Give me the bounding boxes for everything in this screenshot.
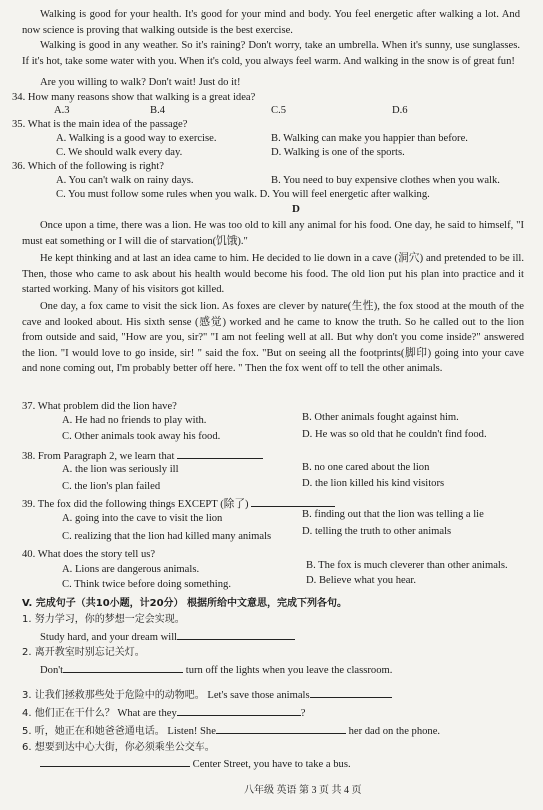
passage-d-heading: D bbox=[292, 203, 300, 215]
q38-answer-blank[interactable] bbox=[177, 448, 263, 459]
q34-option-c[interactable]: C.5 bbox=[271, 105, 287, 116]
q39-option-a[interactable]: A. going into the cave to visit the lion bbox=[62, 513, 223, 524]
q37-option-a[interactable]: A. He had no friends to play with. bbox=[62, 415, 207, 426]
q39-answer-blank[interactable] bbox=[251, 496, 335, 507]
translation-2-prompt: 2. 离开教室时别忘记关灯。 bbox=[22, 647, 145, 658]
passage-d-paragraph-1: Once upon a time, there was a lion. He was too old to kill any animal for his food. One day, he said to himself, "I must eat something or I will die of starvation(饥饿)." bbox=[22, 220, 524, 247]
q40-option-b[interactable]: B. The fox is much cleverer than other animals. bbox=[306, 560, 508, 571]
question-38 bbox=[22, 448, 263, 463]
q35-option-c[interactable]: C. We should walk every day. bbox=[56, 147, 183, 158]
translation-3-line bbox=[22, 687, 392, 702]
translation-1-blank[interactable] bbox=[177, 629, 295, 640]
question-36: 36. Which of the following is right? bbox=[12, 161, 164, 172]
translation-1-prompt: 1. 努力学习，你的梦想一定会实现。 bbox=[22, 614, 185, 625]
translation-6-text: Center Street, you have to take a bus. bbox=[190, 759, 351, 770]
q40-option-a[interactable]: A. Lions are dangerous animals. bbox=[62, 564, 200, 575]
q36-option-c[interactable]: C. You must follow some rules when you walk. D. You will feel energetic after walking. bbox=[56, 189, 430, 200]
translation-5-text-b: her dad on the phone. bbox=[345, 726, 441, 737]
q36-option-b[interactable]: B. You need to buy expensive clothes when you walk. bbox=[271, 175, 500, 186]
translation-5-text-a: Listen! She bbox=[164, 726, 216, 737]
q35-option-a[interactable]: A. Walking is a good way to exercise. bbox=[56, 133, 217, 144]
translation-6-prompt: 6. 想要到达中心大街，你必须乘坐公交车。 bbox=[22, 742, 215, 753]
translation-6-blank[interactable] bbox=[40, 756, 190, 767]
translation-2-blank[interactable] bbox=[63, 662, 183, 673]
page-footer: 八年级 英语 第 3 页 共 4 页 bbox=[244, 785, 362, 796]
translation-6-line bbox=[40, 756, 351, 771]
q38-option-c[interactable]: C. the lion's plan failed bbox=[62, 481, 161, 492]
passage-d-paragraph-3: One day, a fox came to visit the sick lion. As foxes are clever by nature(生性), the fox stood at the mouth of the cave and looked about. His sixth sense (感觉) worked and he came to know the truth. So he called out to the lion from outside and said, "How are you, sir?" "I am not feeling well at all. But why don't you come inside?" answered the lion. "I would love to go inside, sir! " said the fox. "But on seeing all the footprints(脚印) going into your cave and none coming out, I'm probably better off here. " Then the fox went off to tell the other animals. bbox=[22, 301, 524, 374]
q37-option-b[interactable]: B. Other animals fought against him. bbox=[302, 412, 459, 423]
q38-option-a[interactable]: A. the lion was seriously ill bbox=[62, 464, 179, 475]
translation-5-prompt: 5. 听，她正在和她爸爸通电话。 bbox=[22, 726, 165, 737]
question-37: 37. What problem did the lion have? bbox=[22, 401, 177, 412]
translation-4-prompt: 4. 他们正在干什么？ bbox=[22, 708, 115, 719]
passage-d-paragraph-2: He kept thinking and at last an idea came to him. He decided to lie down in a cave (洞穴) and pretended to be ill. Then, those who came to ask about his health would become his food. The old lion put his plan into practice and it started working. Many of his visitors got killed. bbox=[22, 253, 524, 295]
translation-5-line bbox=[22, 723, 440, 738]
q35-option-d[interactable]: D. Walking is one of the sports. bbox=[271, 147, 405, 158]
section-translation-heading: V. 完成句子（共10小题，计20分） 根据所给中文意思，完成下列各句。 bbox=[22, 598, 348, 609]
translation-4-text-a: What are they bbox=[114, 708, 177, 719]
q38-stem: 38. From Paragraph 2, we learn that bbox=[22, 451, 178, 462]
passage-c-closing: Are you willing to walk? Don't wait! Just do it! bbox=[40, 77, 241, 88]
translation-1-text: Study hard, and your dream will bbox=[40, 632, 178, 643]
translation-2-line bbox=[40, 662, 392, 677]
q36-option-a[interactable]: A. You can't walk on rainy days. bbox=[56, 175, 194, 186]
q40-option-c[interactable]: C. Think twice before doing something. bbox=[62, 579, 231, 590]
q34-option-d[interactable]: D.6 bbox=[392, 105, 408, 116]
q34-option-a[interactable]: A.3 bbox=[54, 105, 70, 116]
q37-option-d[interactable]: D. He was so old that he couldn't find food. bbox=[302, 429, 487, 440]
question-34: 34. How many reasons show that walking is a great idea? bbox=[12, 92, 256, 103]
question-39 bbox=[22, 496, 335, 511]
translation-3-blank[interactable] bbox=[310, 687, 392, 698]
q34-option-b[interactable]: B.4 bbox=[150, 105, 166, 116]
q39-option-c[interactable]: C. realizing that the lion had killed many animals bbox=[62, 531, 272, 542]
q35-option-b[interactable]: B. Walking can make you happier than before. bbox=[271, 133, 468, 144]
q40-option-d[interactable]: D. Believe what you hear. bbox=[306, 575, 417, 586]
question-40: 40. What does the story tell us? bbox=[22, 549, 156, 560]
translation-3-text: Let's save those animals bbox=[204, 690, 310, 701]
q39-option-d[interactable]: D. telling the truth to other animals bbox=[302, 526, 452, 537]
translation-4-line bbox=[22, 705, 306, 720]
q39-stem: 39. The fox did the following things EXCEPT (除了) bbox=[22, 499, 252, 510]
translation-2-text-a: Don't bbox=[40, 665, 64, 676]
question-35: 35. What is the main idea of the passage? bbox=[12, 119, 188, 130]
translation-2-text-b: turn off the lights when you leave the classroom. bbox=[183, 665, 393, 676]
q38-option-b[interactable]: B. no one cared about the lion bbox=[302, 462, 430, 473]
translation-3-prompt: 3. 让我们拯救那些处于危险中的动物吧。 bbox=[22, 690, 205, 701]
passage-c-paragraph-1: Walking is good for your health. It's good for your mind and body. You feel energetic after walking a lot. And now science is proving that walking outside is the best exercise. bbox=[22, 9, 520, 36]
translation-4-blank[interactable] bbox=[177, 705, 301, 716]
q38-option-d[interactable]: D. the lion killed his kind visitors bbox=[302, 478, 445, 489]
q37-option-c[interactable]: C. Other animals took away his food. bbox=[62, 431, 221, 442]
translation-5-blank[interactable] bbox=[216, 723, 346, 734]
q39-option-b[interactable]: B. finding out that the lion was telling a lie bbox=[302, 509, 484, 520]
translation-4-text-b: ? bbox=[300, 708, 306, 719]
translation-1-line bbox=[40, 629, 295, 644]
passage-c-paragraph-2: Walking is good in any weather. So it's raining? Don't worry, take an umbrella. When it's sunny, use sunglasses. If it's hot, take some water with you. When it's cold, you always feel warm. And walking in the snow is of great fun! bbox=[22, 40, 520, 67]
